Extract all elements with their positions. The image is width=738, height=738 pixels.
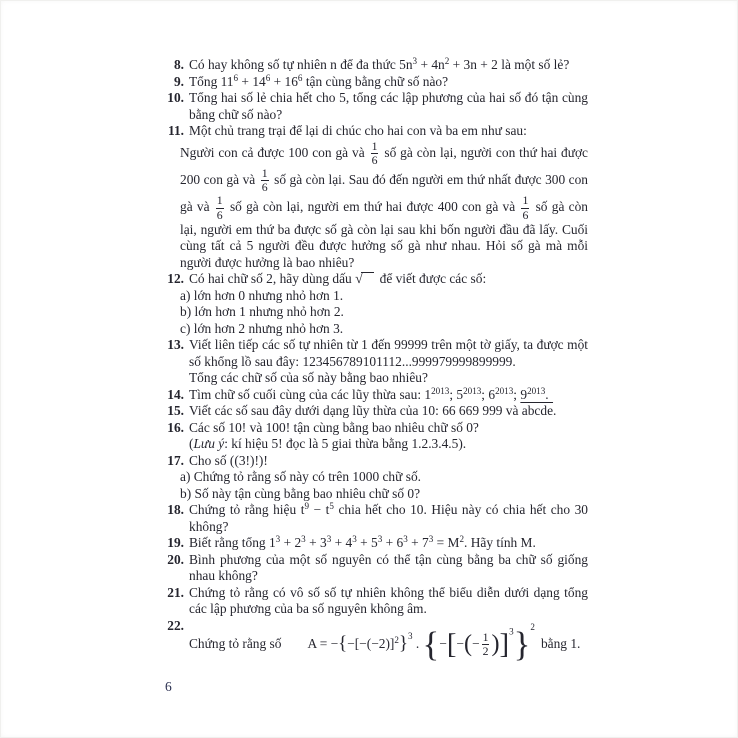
superscript: 3 <box>326 534 332 545</box>
problem-text-block: Người con cả được 100 con gà và $\frac{1}{6}$ số gà còn lại, người con thứ hai được 200 con gà và $\frac{1}{6}$ số gà còn lại. Sau đó đến người em thứ nhất được 300 con gà và $\frac{1}{6}$ số gà còn lại, người em thứ hai được 400 con gà và $\frac{1}{6}$ số gà còn lại, người em thứ ba được số gà còn lại sau khi bốn người đầu đã lấy. Cuối cùng tất cả 5 người đều được hưởng số gà như nhau. Hỏi số gà mà mỗi người được hưởng là bao nhiêu? <box>180 138 588 270</box>
problem-text-block: b) Số này tận cùng bằng bao nhiêu chữ số 0? <box>180 485 421 501</box>
big-delimiter: { <box>338 633 348 655</box>
problem-body <box>189 552 588 585</box>
superscript: 9 <box>304 501 309 512</box>
problem-text-block: Tổng các chữ số của số này bằng bao nhiêu? <box>189 370 428 386</box>
big-delimiter: } <box>398 633 408 655</box>
problem-text-block: Chứng tỏ rằng số $A = -\{-[-(-2)]^2\}^3$ . {−[−(− $\frac{1}{2}$ )]$^3$}$^2$bằng 1. <box>189 621 581 664</box>
superscript: 3 <box>352 534 357 545</box>
problem-row <box>162 57 588 74</box>
fraction <box>371 140 379 167</box>
problem-body <box>189 74 588 91</box>
problem-number: 10. <box>167 90 184 105</box>
fraction-denominator: 6 <box>371 152 378 167</box>
problem-number: 17. <box>167 452 184 468</box>
problem-row <box>162 123 588 271</box>
problem-number: 16. <box>167 419 184 435</box>
problem-text-block: Bình phương của một số nguyên có thể tận cùng bằng ba chữ số giống nhau không? <box>189 551 588 584</box>
superscript: 2 <box>394 634 399 645</box>
page-number: 6 <box>165 679 172 694</box>
big-delimiter: ] <box>499 628 510 661</box>
problem-row <box>162 502 588 535</box>
problem-number: 21. <box>167 584 184 600</box>
problem-text-block: Chứng tỏ rằng có vô số số tự nhiên không thể biểu diễn dưới dạng tổng các lập phương của ba số nguyên không âm. <box>189 584 588 617</box>
superscript: 3 <box>377 534 383 545</box>
problem-row <box>162 387 588 404</box>
problem-row <box>162 420 588 453</box>
problems-list <box>162 56 589 664</box>
problem-text-block: (Lưu ý: kí hiệu 5! đọc là 5 giai thừa bằng 1.2.3.4.5). <box>189 436 467 452</box>
superscript: 2013 <box>527 385 546 396</box>
superscript: 2013 <box>431 385 450 396</box>
big-delimiter: ( <box>463 631 473 658</box>
fraction-numerator: 1 <box>216 193 223 208</box>
fraction <box>521 194 529 221</box>
superscript: 2 <box>530 621 535 632</box>
problem-row <box>162 535 588 552</box>
problem-body <box>189 502 588 535</box>
italic-text: Lưu ý <box>193 436 225 452</box>
problem-row <box>162 403 588 420</box>
problem-text-block: c) lớn hơn 2 nhưng nhỏ hơn 3. <box>180 320 344 336</box>
superscript: 2013 <box>463 385 482 396</box>
superscript: 3 <box>275 534 281 545</box>
problem-row <box>162 74 588 91</box>
underlined-expression: $9^{2013}$ <box>520 385 546 402</box>
problem-number: 9. <box>173 73 184 89</box>
problem-row <box>162 552 588 585</box>
superscript: 6 <box>233 72 239 83</box>
problem-number: 11. <box>168 123 184 138</box>
superscript: 2013 <box>495 385 514 396</box>
problem-body <box>189 618 588 664</box>
problem-text-block: Các số 10! và 100! tận cùng bằng bao nhiêu chữ số 0? <box>189 419 479 435</box>
superscript: 3 <box>301 534 306 545</box>
problem-text-block: Tìm chữ số cuối cùng của các lũy thừa sau: $1^{2013}$; $5^{2013}$; $6^{2013}$; $9^{2013}$. <box>189 385 549 402</box>
big-delimiter: [ <box>446 628 457 661</box>
problem-number: 14. <box>167 386 184 402</box>
problem-text-block: Có hai chữ số 2, hãy dùng dấu √ để viết được các số: <box>189 271 487 288</box>
problem-number: 13. <box>167 337 184 353</box>
problem-text-block: Tổng $11^6 + 14^6 + 16^6$ tận cùng bằng chữ số nào? <box>189 72 449 89</box>
big-delimiter: ) <box>491 631 500 658</box>
fraction-numerator: 1 <box>261 165 268 180</box>
problem-number: 22. <box>167 617 184 633</box>
fraction-numerator: 1 <box>371 138 378 153</box>
fraction <box>216 194 224 221</box>
superscript: 2 <box>459 534 465 545</box>
problem-row <box>162 271 588 337</box>
problem-row <box>162 585 588 618</box>
problem-text-block: a) Chứng tỏ rằng số này có trên 1000 chữ số. <box>180 469 421 485</box>
radical-symbol: √ <box>355 271 376 286</box>
fraction-denominator: 6 <box>216 207 223 222</box>
superscript: 6 <box>265 72 271 83</box>
superscript: 3 <box>509 626 514 637</box>
big-delimiter: { <box>422 624 440 664</box>
problem-row <box>162 617 588 664</box>
problem-text-block: b) lớn hơn 1 nhưng nhỏ hơn 2. <box>180 304 344 320</box>
superscript: 3 <box>403 534 408 545</box>
problem-body <box>189 337 588 387</box>
problem-body <box>189 585 588 618</box>
fraction-numerator: 1 <box>482 629 489 644</box>
problem-text-block: Viết liên tiếp các số tự nhiên từ 1 đến 99999 trên một tờ giấy, ta được một số khổng lồ sau đây: 123456789101112...999979999899999. <box>189 337 588 369</box>
problem-number: 20. <box>167 551 184 567</box>
problem-body <box>189 403 588 420</box>
problem-body <box>180 452 588 503</box>
superscript: 2 <box>444 56 450 66</box>
fraction <box>482 631 490 658</box>
problem-body <box>189 387 588 404</box>
problem-row <box>162 337 588 387</box>
problem-text-block: Cho số ((3!)!)! <box>189 452 268 468</box>
fraction-denominator: 2 <box>482 643 489 658</box>
superscript: 3 <box>428 534 434 545</box>
overline-number: abcde <box>521 403 554 419</box>
problem-number: 12. <box>167 271 184 287</box>
problem-text-block: a) lớn hơn 0 nhưng nhỏ hơn 1. <box>180 287 344 303</box>
problem-number: 8. <box>173 57 184 72</box>
problem-body <box>189 420 588 453</box>
problem-text-block: Biết rằng tổng $1^3 + 2^3 + 3^3 + 4^3 + 5^3 + 6^3 + 7^3 = M^2$. Hãy tính M. <box>189 534 536 551</box>
problem-body <box>180 271 588 337</box>
problem-number: 15. <box>167 403 184 419</box>
problem-number: 18. <box>167 502 184 518</box>
problem-text-block: Viết các số sau đây dưới dạng lũy thừa của 10: 66 669 999 và abcde. <box>189 403 557 419</box>
superscript: 6 <box>297 72 303 83</box>
big-delimiter: } <box>513 624 531 664</box>
problem-body <box>189 535 588 552</box>
superscript: 5 <box>329 501 334 512</box>
fraction-numerator: 1 <box>522 193 529 208</box>
problem-text-block: Một chủ trang trại để lại di chúc cho hai con và ba em như sau: <box>189 123 527 138</box>
fraction <box>261 167 269 194</box>
fraction-denominator: 6 <box>522 207 529 222</box>
superscript: 3 <box>412 56 418 66</box>
problem-text-block: Chứng tỏ rằng hiệu $t^9 - t^5$ chia hết cho 10. Hiệu này có chia hết cho 30 không? <box>189 501 589 534</box>
problem-text-block: Tổng hai số lẻ chia hết cho 5, tổng các lập phương của hai số đó tận cùng bằng chữ số nào? <box>189 90 588 122</box>
problem-number: 19. <box>167 535 184 551</box>
problem-body <box>189 90 588 123</box>
problem-body <box>180 123 588 271</box>
problem-row <box>162 90 588 123</box>
problem-row <box>162 453 588 503</box>
fraction-denominator: 6 <box>261 180 268 195</box>
problem-body <box>189 57 588 74</box>
superscript: 3 <box>407 630 413 641</box>
problem-text-block: Có hay không số tự nhiên n để đa thức $5n^3 + 4n^2 + 3n + 2$ là một số lẻ? <box>189 56 570 72</box>
